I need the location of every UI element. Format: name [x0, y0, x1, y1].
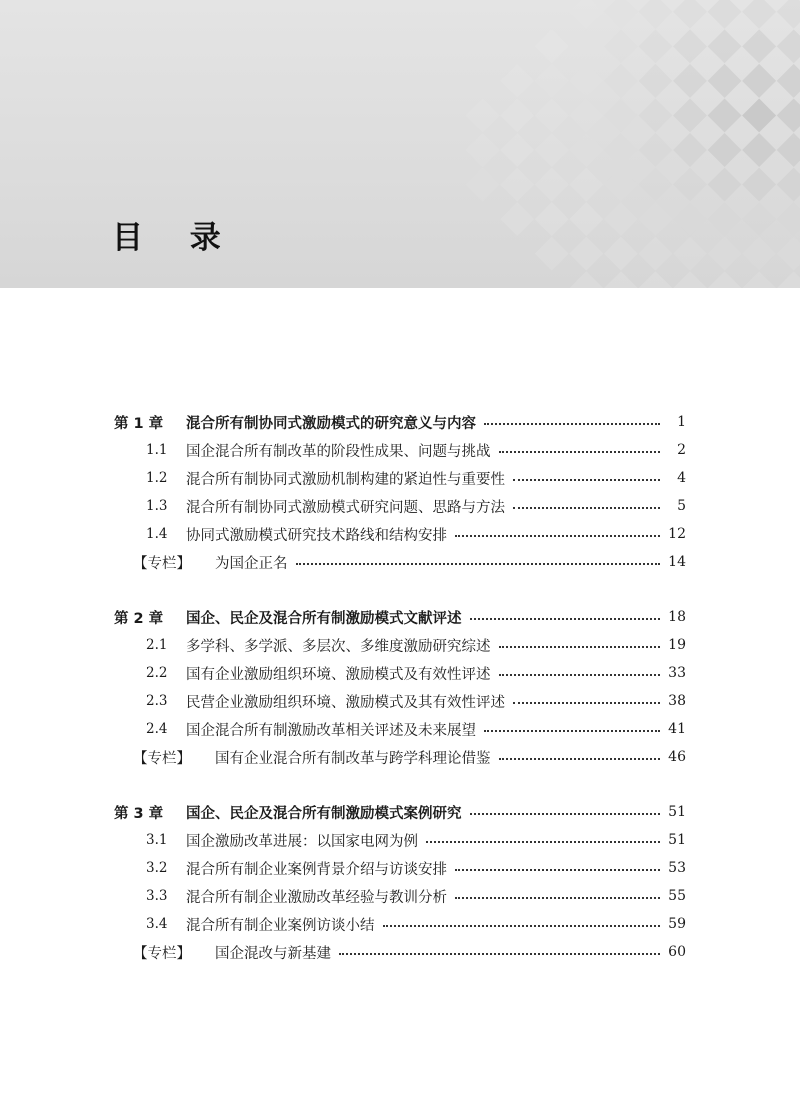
checker-tile	[638, 0, 672, 29]
checker-tile	[673, 168, 707, 202]
checker-tile	[535, 168, 569, 202]
dot-leader	[499, 674, 661, 676]
checker-tile	[569, 29, 603, 63]
toc-entry-title: 国企混改与新基建	[215, 945, 331, 962]
checker-tile	[638, 237, 672, 271]
checker-tile	[742, 64, 776, 98]
toc-entry-number: 1.4	[146, 526, 168, 542]
checker-tile	[777, 29, 800, 63]
checker-tile	[742, 133, 776, 167]
checker-tile	[569, 168, 603, 202]
toc-section-entry[interactable]	[0, 632, 800, 658]
dot-leader	[426, 841, 660, 843]
checker-tile	[604, 168, 638, 202]
checker-tile	[569, 64, 603, 98]
checker-tile	[673, 133, 707, 167]
checker-tile	[604, 237, 638, 271]
checker-tile	[604, 202, 638, 236]
checker-tile	[708, 98, 742, 132]
toc-page-number: 55	[668, 888, 686, 904]
checker-tile	[673, 0, 707, 29]
toc-entry-title: 混合所有制协同式激励机制构建的紧迫性与重要性	[186, 471, 505, 488]
checker-tile	[466, 168, 500, 202]
dot-leader	[339, 953, 660, 955]
toc-entry-title: 多学科、多学派、多层次、多维度激励研究综述	[186, 638, 491, 655]
dot-leader	[383, 925, 661, 927]
toc-entry-number: 1.1	[146, 442, 168, 458]
checker-tile	[535, 98, 569, 132]
checker-tile	[777, 133, 800, 167]
checker-tile	[535, 29, 569, 63]
toc-entry-number: 3.3	[146, 888, 168, 904]
checker-tile	[535, 202, 569, 236]
toc-page-number: 41	[668, 721, 686, 737]
dot-leader	[513, 479, 660, 481]
toc-entry-number: 【专栏】	[133, 555, 191, 572]
dot-leader	[455, 535, 660, 537]
checker-tile	[742, 29, 776, 63]
checker-tile	[500, 202, 534, 236]
checker-tile	[742, 168, 776, 202]
toc-entry-title: 国企激励改革进展：以国家电网为例	[186, 833, 418, 850]
dot-leader	[513, 507, 660, 509]
toc-page-number: 46	[668, 749, 686, 765]
toc-entry-title: 混合所有制协同式激励模式的研究意义与内容	[186, 415, 476, 432]
checker-tile	[638, 98, 672, 132]
checker-tile	[535, 64, 569, 98]
toc-entry-title: 协同式激励模式研究技术路线和结构安排	[186, 527, 447, 544]
toc-page-number: 1	[677, 414, 686, 430]
header-banner	[0, 0, 800, 288]
checker-tile	[500, 98, 534, 132]
toc-column-entry[interactable]	[0, 744, 800, 770]
checker-tile	[708, 271, 742, 288]
checker-tile	[604, 98, 638, 132]
toc-entry-number: 1.2	[146, 470, 168, 486]
checker-tile	[708, 202, 742, 236]
toc-entry-number: 【专栏】	[133, 750, 191, 767]
toc-entry-number: 2.1	[146, 637, 168, 653]
toc-section-entry[interactable]	[0, 660, 800, 686]
toc-entry-number: 1.3	[146, 498, 168, 514]
checker-tile	[673, 98, 707, 132]
toc-page-number: 38	[668, 693, 686, 709]
checker-tile	[742, 98, 776, 132]
toc-page-number: 2	[677, 442, 686, 458]
checker-tile	[535, 237, 569, 271]
toc-entry-number: 【专栏】	[133, 945, 191, 962]
checker-tile	[708, 0, 742, 29]
checker-tile	[466, 133, 500, 167]
toc-entry-title: 国企、民企及混合所有制激励模式文献评述	[186, 610, 462, 627]
toc-page-number: 4	[677, 470, 686, 486]
dot-leader	[513, 702, 660, 704]
checker-tile	[569, 202, 603, 236]
checker-tile	[604, 271, 638, 288]
dot-leader	[296, 563, 661, 565]
toc-section-entry[interactable]	[0, 493, 800, 519]
checker-tile	[673, 202, 707, 236]
toc-chapter-entry[interactable]	[0, 604, 800, 630]
toc-section-entry[interactable]	[0, 827, 800, 853]
checker-tile	[742, 0, 776, 29]
checker-tile	[569, 133, 603, 167]
checker-tile	[777, 202, 800, 236]
checker-tile	[777, 168, 800, 202]
dot-leader	[455, 869, 660, 871]
toc-entry-title: 混合所有制企业案例访谈小结	[186, 917, 375, 934]
toc-entry-title: 为国企正名	[215, 555, 288, 572]
toc-entry-title: 民营企业激励组织环境、激励模式及其有效性评述	[186, 694, 505, 711]
toc-page-number: 14	[668, 554, 686, 570]
checker-tile	[569, 98, 603, 132]
checker-tile	[742, 271, 776, 288]
checker-tile	[604, 133, 638, 167]
checker-tile	[708, 29, 742, 63]
checker-tile	[569, 271, 603, 288]
checker-tile	[604, 29, 638, 63]
checker-tile	[742, 237, 776, 271]
checker-tile	[673, 29, 707, 63]
checker-tile	[638, 202, 672, 236]
toc-page-number: 12	[668, 526, 686, 542]
toc-entry-title: 国企混合所有制激励改革相关评述及未来展望	[186, 722, 476, 739]
dot-leader	[470, 618, 661, 620]
checker-tile	[604, 0, 638, 29]
toc-section-entry[interactable]	[0, 883, 800, 909]
toc-section-entry[interactable]	[0, 521, 800, 547]
checker-tile	[742, 202, 776, 236]
checker-tile	[708, 168, 742, 202]
toc-section-entry[interactable]	[0, 437, 800, 463]
toc-chapter-entry[interactable]	[0, 409, 800, 435]
checker-tile	[535, 133, 569, 167]
checker-tile	[777, 271, 800, 288]
checker-tile	[673, 237, 707, 271]
dot-leader	[499, 451, 661, 453]
dot-leader	[499, 646, 661, 648]
checker-tile	[777, 237, 800, 271]
toc-entry-number: 3.1	[146, 832, 168, 848]
toc-page-number: 18	[668, 609, 686, 625]
dot-leader	[499, 758, 661, 760]
toc-entry-title: 混合所有制企业激励改革经验与教训分析	[186, 889, 447, 906]
toc-page-number: 5	[677, 498, 686, 514]
checker-tile	[569, 237, 603, 271]
dot-leader	[484, 730, 660, 732]
checker-tile	[569, 0, 603, 29]
toc-section-entry[interactable]	[0, 465, 800, 491]
checker-tile	[500, 133, 534, 167]
toc-entry-number: 第 3 章	[114, 805, 164, 822]
toc-column-entry[interactable]	[0, 549, 800, 575]
toc-page-number: 59	[668, 916, 686, 932]
checker-tile	[638, 271, 672, 288]
dot-leader	[455, 897, 660, 899]
checker-tile	[708, 133, 742, 167]
toc-entry-title: 国有企业混合所有制改革与跨学科理论借鉴	[215, 750, 491, 767]
page-title: 目 录	[112, 220, 239, 256]
toc-section-entry[interactable]	[0, 716, 800, 742]
dot-leader	[484, 423, 660, 425]
checker-tile	[708, 64, 742, 98]
toc-chapter-entry[interactable]	[0, 799, 800, 825]
toc-page-number: 19	[668, 637, 686, 653]
checker-tile	[673, 64, 707, 98]
checker-tile	[638, 64, 672, 98]
checker-tile	[500, 64, 534, 98]
toc-entry-number: 2.4	[146, 721, 168, 737]
toc-entry-number: 2.2	[146, 665, 168, 681]
dot-leader	[470, 813, 661, 815]
checker-tile	[638, 133, 672, 167]
toc-page-number: 51	[668, 804, 686, 820]
toc-page-number: 33	[668, 665, 686, 681]
checker-tile	[638, 168, 672, 202]
toc-entry-title: 国企混合所有制改革的阶段性成果、问题与挑战	[186, 443, 491, 460]
toc-page-number: 60	[668, 944, 686, 960]
toc-entry-title: 混合所有制协同式激励模式研究问题、思路与方法	[186, 499, 505, 516]
toc-entry-number: 第 1 章	[114, 415, 164, 432]
toc-page-number: 51	[668, 832, 686, 848]
toc-entry-number: 2.3	[146, 693, 168, 709]
checker-tile	[777, 64, 800, 98]
toc-entry-title: 国企、民企及混合所有制激励模式案例研究	[186, 805, 462, 822]
toc-section-entry[interactable]	[0, 855, 800, 881]
checker-tile	[638, 29, 672, 63]
toc-entry-number: 3.2	[146, 860, 168, 876]
toc-column-entry[interactable]	[0, 939, 800, 965]
checker-tile	[708, 237, 742, 271]
checker-tile	[777, 0, 800, 29]
toc-section-entry[interactable]	[0, 688, 800, 714]
toc-entry-title: 混合所有制企业案例背景介绍与访谈安排	[186, 861, 447, 878]
toc-entry-number: 第 2 章	[114, 610, 164, 627]
checker-tile	[500, 168, 534, 202]
toc-section-entry[interactable]	[0, 911, 800, 937]
checker-tile	[466, 98, 500, 132]
checker-tile	[777, 98, 800, 132]
toc-entry-number: 3.4	[146, 916, 168, 932]
checker-tile	[604, 64, 638, 98]
toc-page-number: 53	[668, 860, 686, 876]
checker-tile	[673, 271, 707, 288]
toc-entry-title: 国有企业激励组织环境、激励模式及有效性评述	[186, 666, 491, 683]
